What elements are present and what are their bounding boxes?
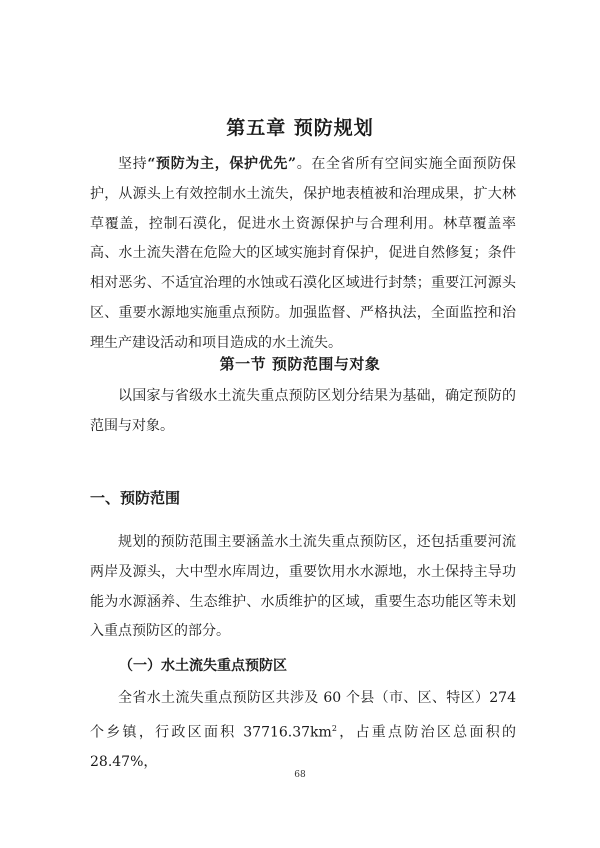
area-text-after: ，占重点防治区总面积的 28.47%， bbox=[90, 724, 517, 771]
scope-paragraph: 规划的预防范围主要涵盖水土流失重点预防区，还包括重要河流两岸及源头，大中型水库周边，重要饮用水水源地，水土保持主导功能为水源涵养、生态维护、水质维护的区域，重要生态功能区等未划入重点预防区的部分。 bbox=[90, 534, 516, 640]
section-title: 第一节 预防范围与对象 bbox=[219, 355, 381, 373]
chapter-title: 第五章 预防规划 bbox=[226, 117, 374, 139]
area-paragraph bbox=[90, 684, 516, 778]
heading-key-prevention-area: （一）水土流失重点预防区 bbox=[119, 658, 287, 674]
intro-emphasis: “预防为主，保护优先” bbox=[147, 156, 297, 172]
section-paragraph: 以国家与省级水土流失重点预防区划分结果为基础，确定预防的范围与对象。 bbox=[90, 388, 516, 434]
intro-lead: 坚持 bbox=[118, 156, 148, 172]
intro-paragraph bbox=[90, 150, 516, 359]
page-number: 68 bbox=[294, 770, 306, 780]
intro-body: 。在全省所有空间实施全面预防保护，从源头上有效控制水土流失，保护地表植被和治理成果，扩大林草覆盖，控制石漠化，促进水土资源保护与合理利用。林草覆盖率高、水土流失潜在危险大的区域实施封育保护，促进自然修复；条件相对恶劣、不适宜治理的水蚀或石漠化区域进行封禁；重要江河源头区、重要水源地实施重点预防。加强监督、严格执法，全面监控和治理生产建设活动和项目造成的水土流失。 bbox=[90, 156, 517, 351]
heading-prevention-scope: 一、预防范围 bbox=[90, 489, 181, 507]
area-unit-superscript: 2 bbox=[331, 723, 337, 733]
area-text-before: 全省水土流失重点预防区共涉及 60 个县（市、区、特区）274 个乡镇，行政区面积 37716.37km bbox=[90, 690, 516, 741]
